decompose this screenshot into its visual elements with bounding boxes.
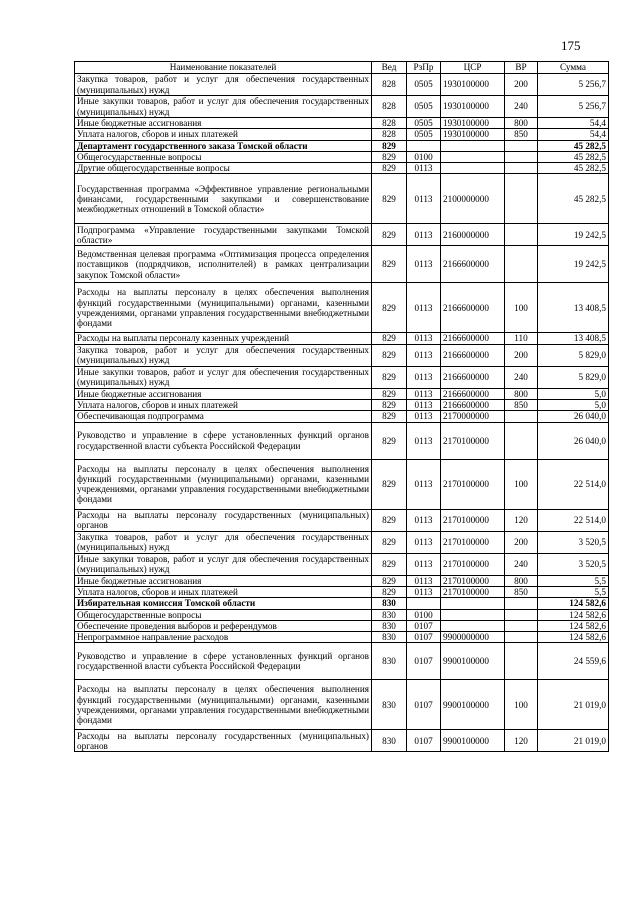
row-ved: 830 <box>372 598 407 609</box>
row-rzpr: 0113 <box>407 344 441 366</box>
header-vr: ВР <box>505 62 538 74</box>
header-rzpr: РзПр <box>407 62 441 74</box>
table-header-row <box>75 62 609 74</box>
row-vr: 240 <box>505 366 538 388</box>
row-ved: 829 <box>372 531 407 553</box>
row-csr: 2170100000 <box>441 553 505 575</box>
row-name: Общегосударственные вопросы <box>75 151 372 162</box>
row-vr: 850 <box>505 586 538 597</box>
row-vr <box>505 609 538 620</box>
row-name: Иные бюджетные ассигнования <box>75 575 372 586</box>
row-sum: 5,0 <box>538 400 609 411</box>
row-vr: 120 <box>505 509 538 531</box>
row-rzpr: 0505 <box>407 118 441 129</box>
row-vr: 850 <box>505 129 538 140</box>
row-ved: 830 <box>372 730 407 752</box>
table-row <box>75 224 609 246</box>
row-vr: 200 <box>505 74 538 96</box>
table-row <box>75 366 609 388</box>
row-csr: 9900100000 <box>441 643 505 680</box>
row-csr: 2170100000 <box>441 575 505 586</box>
row-csr: 2166600000 <box>441 246 505 283</box>
row-vr: 100 <box>505 459 538 509</box>
row-sum: 45 282,5 <box>538 140 609 151</box>
row-rzpr: 0113 <box>407 246 441 283</box>
row-csr: 1930100000 <box>441 74 505 96</box>
table-row <box>75 344 609 366</box>
table-row <box>75 96 609 118</box>
row-sum: 24 559,6 <box>538 643 609 680</box>
row-rzpr: 0113 <box>407 459 441 509</box>
row-sum: 124 582,6 <box>538 609 609 620</box>
row-csr <box>441 620 505 631</box>
row-csr: 1930100000 <box>441 129 505 140</box>
row-vr: 200 <box>505 531 538 553</box>
row-csr: 9900100000 <box>441 730 505 752</box>
row-name: Руководство и управление в сфере установленных функций органов государственной власти субъекта Российской Федерации <box>75 422 372 459</box>
row-csr <box>441 140 505 151</box>
row-sum: 3 520,5 <box>538 553 609 575</box>
table-row <box>75 553 609 575</box>
row-vr: 100 <box>505 283 538 333</box>
row-vr <box>505 632 538 643</box>
row-rzpr: 0113 <box>407 366 441 388</box>
header-sum: Сумма <box>538 62 609 74</box>
row-rzpr: 0113 <box>407 575 441 586</box>
budget-table <box>74 61 609 752</box>
row-csr: 2166600000 <box>441 333 505 344</box>
row-name: Избирательная комиссия Томской области <box>75 598 372 609</box>
table-row <box>75 459 609 509</box>
table-row <box>75 129 609 140</box>
row-ved: 829 <box>372 246 407 283</box>
row-vr <box>505 224 538 246</box>
row-rzpr: 0113 <box>407 224 441 246</box>
page-number: 175 <box>561 38 581 53</box>
row-sum: 21 019,0 <box>538 730 609 752</box>
row-sum: 45 282,5 <box>538 151 609 162</box>
row-sum: 22 514,0 <box>538 509 609 531</box>
row-vr <box>505 163 538 174</box>
row-rzpr: 0113 <box>407 553 441 575</box>
row-rzpr: 0113 <box>407 163 441 174</box>
row-vr <box>505 174 538 224</box>
row-rzpr: 0113 <box>407 283 441 333</box>
table-row <box>75 509 609 531</box>
row-csr: 2170100000 <box>441 509 505 531</box>
row-vr <box>505 643 538 680</box>
row-ved: 829 <box>372 344 407 366</box>
row-rzpr: 0107 <box>407 643 441 680</box>
row-ved: 829 <box>372 586 407 597</box>
row-vr: 120 <box>505 730 538 752</box>
row-csr: 2170100000 <box>441 586 505 597</box>
row-vr: 200 <box>505 344 538 366</box>
row-name: Ведомственная целевая программа «Оптимизация процесса определения поставщиков (подрядчиков, исполнителей) в рамках централизации закупок Томской области» <box>75 246 372 283</box>
row-rzpr: 0113 <box>407 400 441 411</box>
row-name: Закупка товаров, работ и услуг для обеспечения государственных (муниципальных) нужд <box>75 531 372 553</box>
row-csr <box>441 609 505 620</box>
row-rzpr: 0113 <box>407 388 441 399</box>
row-sum: 19 242,5 <box>538 246 609 283</box>
header-ved: Вед <box>372 62 407 74</box>
row-sum: 5 829,0 <box>538 366 609 388</box>
row-name: Обеспечение проведения выборов и референдумов <box>75 620 372 631</box>
row-sum: 5,0 <box>538 388 609 399</box>
row-vr <box>505 620 538 631</box>
row-vr <box>505 411 538 422</box>
row-ved: 828 <box>372 96 407 118</box>
table-row <box>75 400 609 411</box>
row-vr: 800 <box>505 388 538 399</box>
row-vr <box>505 246 538 283</box>
row-ved: 829 <box>372 400 407 411</box>
row-ved: 830 <box>372 609 407 620</box>
row-rzpr: 0113 <box>407 411 441 422</box>
row-csr: 2166600000 <box>441 400 505 411</box>
row-rzpr: 0100 <box>407 151 441 162</box>
row-ved: 829 <box>372 151 407 162</box>
row-ved: 829 <box>372 388 407 399</box>
row-rzpr: 0113 <box>407 586 441 597</box>
row-name: Иные закупки товаров, работ и услуг для обеспечения государственных (муниципальных) нужд <box>75 366 372 388</box>
row-name: Расходы на выплаты персоналу государственных (муниципальных) органов <box>75 509 372 531</box>
row-name: Другие общегосударственные вопросы <box>75 163 372 174</box>
row-sum: 13 408,5 <box>538 283 609 333</box>
row-csr: 2170100000 <box>441 422 505 459</box>
row-ved: 829 <box>372 366 407 388</box>
row-sum: 45 282,5 <box>538 174 609 224</box>
table-row <box>75 422 609 459</box>
row-csr: 2100000000 <box>441 174 505 224</box>
row-name: Расходы на выплаты персоналу в целях обеспечения выполнения функций государственными (муниципальными) органами, казенными учреждениями, органами управления государственными внебюджетными фондами <box>75 680 372 730</box>
row-sum: 22 514,0 <box>538 459 609 509</box>
table-row <box>75 680 609 730</box>
row-ved: 829 <box>372 459 407 509</box>
table-row <box>75 140 609 151</box>
row-name: Уплата налогов, сборов и иных платежей <box>75 400 372 411</box>
row-rzpr: 0113 <box>407 174 441 224</box>
row-ved: 829 <box>372 575 407 586</box>
row-sum: 19 242,5 <box>538 224 609 246</box>
row-vr: 240 <box>505 96 538 118</box>
row-ved: 829 <box>372 411 407 422</box>
table-body <box>75 74 609 752</box>
row-ved: 829 <box>372 174 407 224</box>
row-vr: 850 <box>505 400 538 411</box>
row-sum: 5,5 <box>538 586 609 597</box>
row-csr: 2166600000 <box>441 366 505 388</box>
row-csr: 2166600000 <box>441 388 505 399</box>
row-csr <box>441 151 505 162</box>
row-name: Руководство и управление в сфере установленных функций органов государственной власти субъекта Российской Федерации <box>75 643 372 680</box>
row-csr: 1930100000 <box>441 118 505 129</box>
row-sum: 5,5 <box>538 575 609 586</box>
row-name: Расходы на выплаты персоналу государственных (муниципальных) органов <box>75 730 372 752</box>
row-ved: 828 <box>372 129 407 140</box>
row-name: Департамент государственного заказа Томской области <box>75 140 372 151</box>
table-row <box>75 632 609 643</box>
row-csr: 1930100000 <box>441 96 505 118</box>
row-name: Закупка товаров, работ и услуг для обеспечения государственных (муниципальных) нужд <box>75 74 372 96</box>
row-csr <box>441 163 505 174</box>
row-rzpr: 0107 <box>407 632 441 643</box>
row-name: Закупка товаров, работ и услуг для обеспечения государственных (муниципальных) нужд <box>75 344 372 366</box>
header-csr: ЦСР <box>441 62 505 74</box>
row-vr: 800 <box>505 575 538 586</box>
table-row <box>75 531 609 553</box>
row-rzpr <box>407 598 441 609</box>
row-sum: 124 582,6 <box>538 620 609 631</box>
row-rzpr: 0107 <box>407 730 441 752</box>
row-name: Общегосударственные вопросы <box>75 609 372 620</box>
row-sum: 13 408,5 <box>538 333 609 344</box>
row-name: Уплата налогов, сборов и иных платежей <box>75 129 372 140</box>
row-sum: 45 282,5 <box>538 163 609 174</box>
row-sum: 124 582,6 <box>538 598 609 609</box>
row-csr: 2170000000 <box>441 411 505 422</box>
row-ved: 829 <box>372 163 407 174</box>
row-name: Иные закупки товаров, работ и услуг для обеспечения государственных (муниципальных) нужд <box>75 553 372 575</box>
table-row <box>75 575 609 586</box>
row-ved: 829 <box>372 422 407 459</box>
table-row <box>75 174 609 224</box>
table-row <box>75 118 609 129</box>
row-vr <box>505 422 538 459</box>
row-csr: 9900100000 <box>441 680 505 730</box>
table-row <box>75 246 609 283</box>
row-ved: 829 <box>372 283 407 333</box>
row-sum: 54,4 <box>538 118 609 129</box>
row-ved: 828 <box>372 74 407 96</box>
row-ved: 828 <box>372 118 407 129</box>
row-ved: 829 <box>372 553 407 575</box>
row-ved: 829 <box>372 333 407 344</box>
row-vr: 800 <box>505 118 538 129</box>
row-sum: 26 040,0 <box>538 422 609 459</box>
row-ved: 829 <box>372 509 407 531</box>
header-name: Наименование показателей <box>75 62 372 74</box>
row-ved: 829 <box>372 224 407 246</box>
table-row <box>75 333 609 344</box>
row-vr <box>505 140 538 151</box>
table-row <box>75 609 609 620</box>
row-sum: 26 040,0 <box>538 411 609 422</box>
row-rzpr: 0505 <box>407 74 441 96</box>
row-csr: 2166600000 <box>441 344 505 366</box>
table-row <box>75 74 609 96</box>
row-rzpr: 0113 <box>407 531 441 553</box>
row-csr <box>441 598 505 609</box>
row-vr <box>505 151 538 162</box>
row-ved: 829 <box>372 140 407 151</box>
row-rzpr: 0107 <box>407 680 441 730</box>
table-row <box>75 643 609 680</box>
row-name: Расходы на выплаты персоналу в целях обеспечения выполнения функций государственными (муниципальными) органами, казенными учреждениями, органами управления государственными внебюджетными фондами <box>75 283 372 333</box>
row-sum: 21 019,0 <box>538 680 609 730</box>
table-row <box>75 283 609 333</box>
row-name: Подпрограмма «Управление государственными закупками Томской области» <box>75 224 372 246</box>
table-row <box>75 730 609 752</box>
row-csr: 2170100000 <box>441 531 505 553</box>
row-name: Расходы на выплаты персоналу казенных учреждений <box>75 333 372 344</box>
row-ved: 830 <box>372 643 407 680</box>
row-vr: 240 <box>505 553 538 575</box>
row-vr: 110 <box>505 333 538 344</box>
row-vr: 100 <box>505 680 538 730</box>
row-rzpr: 0113 <box>407 509 441 531</box>
row-ved: 830 <box>372 632 407 643</box>
row-name: Иные закупки товаров, работ и услуг для обеспечения государственных (муниципальных) нужд <box>75 96 372 118</box>
row-csr: 9900000000 <box>441 632 505 643</box>
row-csr: 2166600000 <box>441 283 505 333</box>
table-row <box>75 163 609 174</box>
row-sum: 5 256,7 <box>538 74 609 96</box>
row-rzpr: 0505 <box>407 129 441 140</box>
table-row <box>75 620 609 631</box>
row-sum: 3 520,5 <box>538 531 609 553</box>
row-name: Уплата налогов, сборов и иных платежей <box>75 586 372 597</box>
row-vr <box>505 598 538 609</box>
row-ved: 830 <box>372 680 407 730</box>
table-row <box>75 411 609 422</box>
table-row <box>75 151 609 162</box>
row-sum: 54,4 <box>538 129 609 140</box>
row-rzpr <box>407 140 441 151</box>
row-sum: 5 829,0 <box>538 344 609 366</box>
table-row <box>75 388 609 399</box>
row-name: Государственная программа «Эффективное управление региональными финансами, государственными закупками и совершенствование межбюджетных отношений в Томской области» <box>75 174 372 224</box>
row-csr: 2160000000 <box>441 224 505 246</box>
row-name: Непрограммное направление расходов <box>75 632 372 643</box>
row-name: Иные бюджетные ассигнования <box>75 118 372 129</box>
row-rzpr: 0100 <box>407 609 441 620</box>
table-row <box>75 598 609 609</box>
row-rzpr: 0113 <box>407 333 441 344</box>
table-row <box>75 586 609 597</box>
row-rzpr: 0107 <box>407 620 441 631</box>
row-ved: 830 <box>372 620 407 631</box>
row-name: Расходы на выплаты персоналу в целях обеспечения выполнения функций государственными (муниципальными) органами, казенными учреждениями, органами управления государственными внебюджетными фондами <box>75 459 372 509</box>
row-rzpr: 0113 <box>407 422 441 459</box>
row-name: Обеспечивающая подпрограмма <box>75 411 372 422</box>
row-rzpr: 0505 <box>407 96 441 118</box>
row-csr: 2170100000 <box>441 459 505 509</box>
row-name: Иные бюджетные ассигнования <box>75 388 372 399</box>
row-sum: 124 582,6 <box>538 632 609 643</box>
row-sum: 5 256,7 <box>538 96 609 118</box>
